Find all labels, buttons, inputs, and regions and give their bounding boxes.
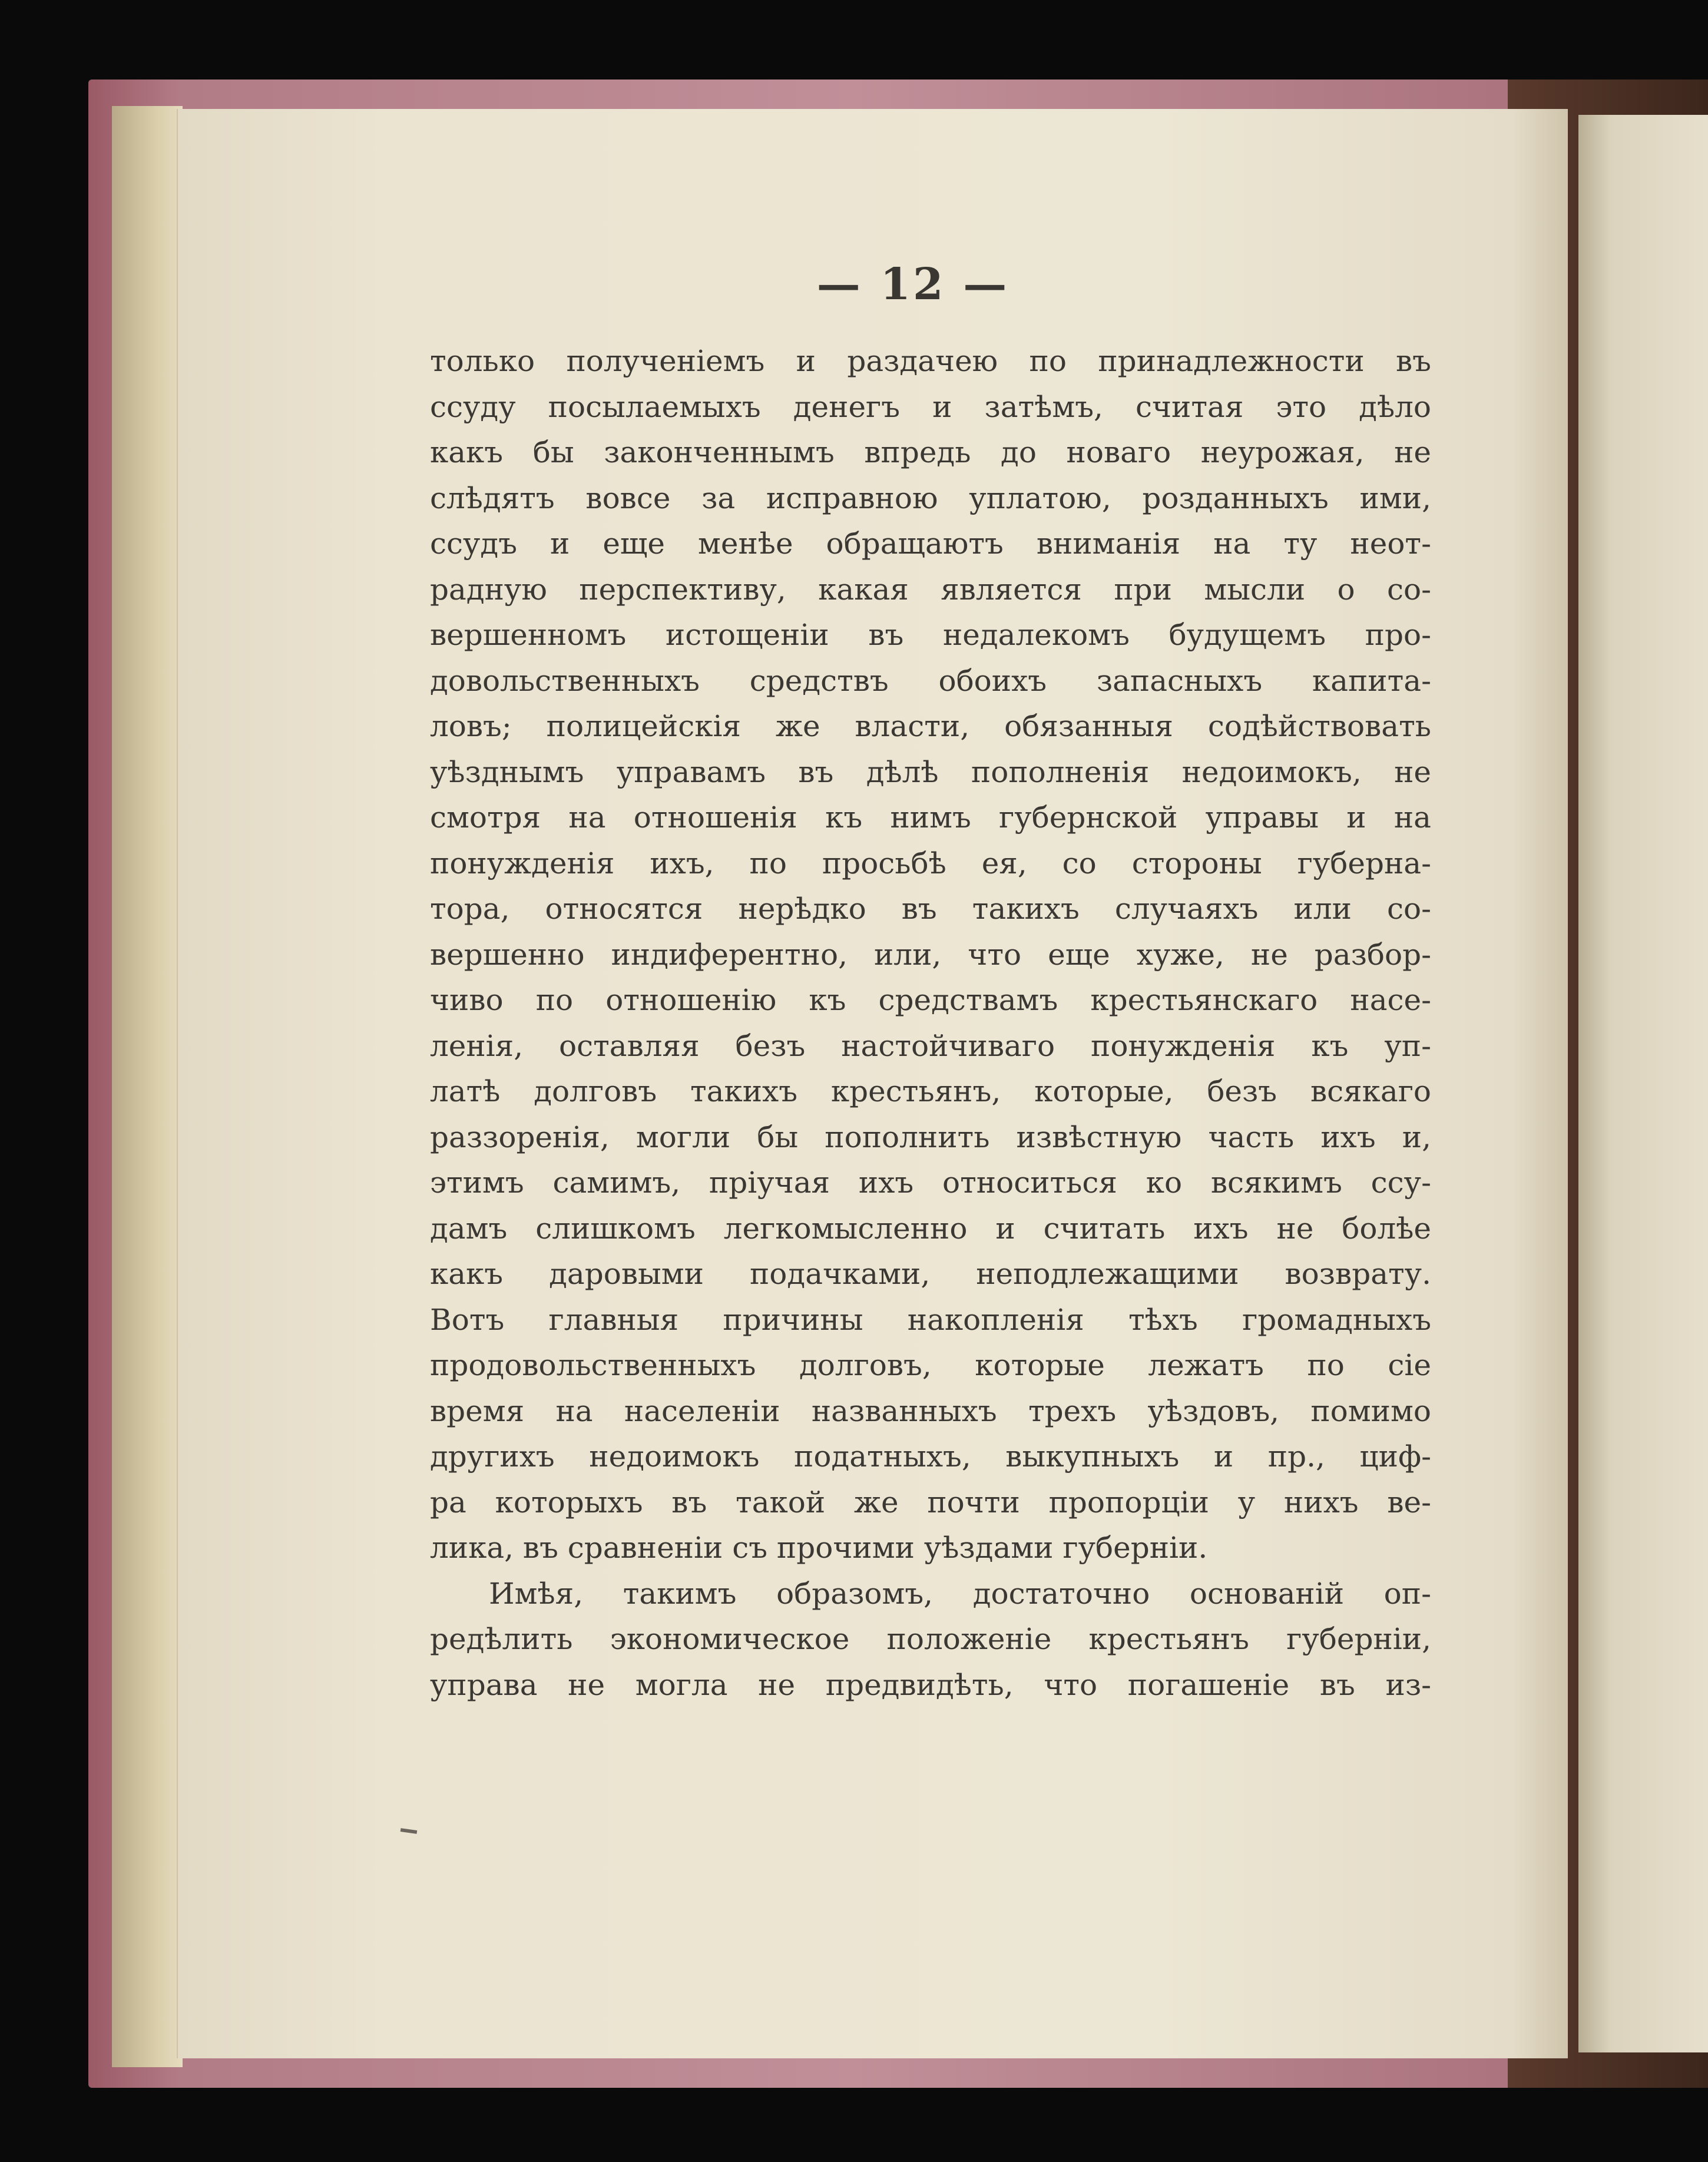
- text-line: дамъ слишкомъ легкомысленно и считать ихъ не болѣе: [430, 1211, 1431, 1246]
- text-line: смотря на отношенія къ нимъ губернской управы и на: [430, 800, 1431, 835]
- text-line: редѣлить экономическое положеніе крестьянъ губерніи,: [430, 1622, 1431, 1656]
- text-line: лика, въ сравненіи съ прочими уѣздами губерніи.: [430, 1531, 1208, 1565]
- text-line: уѣзднымъ управамъ въ дѣлѣ пополненія недоимокъ, не: [430, 754, 1431, 789]
- text-line: продовольственныхъ долговъ, которые лежатъ по сіе: [430, 1348, 1431, 1382]
- text-line: управа не могла не предвидѣть, что погашеніе въ из-: [430, 1667, 1431, 1702]
- text-line: радную перспективу, какая является при мысли о со-: [430, 572, 1431, 607]
- text-line: понужденія ихъ, по просьбѣ ея, со стороны губерна-: [430, 846, 1431, 880]
- text-line: ра которыхъ въ такой же почти пропорціи у нихъ ве-: [430, 1485, 1431, 1519]
- page-gutter: [112, 106, 183, 2067]
- text-line: вершенно индиферентно, или, что еще хуже, не разбор-: [430, 937, 1431, 972]
- text-line: какъ даровыми подачками, неподлежащими возврату.: [430, 1257, 1431, 1291]
- text-line: тора, относятся нерѣдко въ такихъ случаяхъ или со-: [430, 892, 1431, 926]
- text-line: Вотъ главныя причины накопленія тѣхъ громадныхъ: [430, 1302, 1431, 1337]
- text-line: ссудъ и еще менѣе обращаютъ вниманія на ту неот-: [430, 527, 1431, 561]
- text-line: раззоренія, могли бы пополнить извѣстную часть ихъ и,: [430, 1120, 1431, 1154]
- page-number: — 12 —: [816, 259, 1009, 310]
- text-line: другихъ недоимокъ податныхъ, выкупныхъ и пр., циф-: [430, 1439, 1431, 1474]
- text-line: этимъ самимъ, пріучая ихъ относиться ко всякимъ ссу-: [430, 1166, 1431, 1200]
- text-line: какъ бы законченнымъ впредь до новаго неурожая, не: [430, 435, 1431, 469]
- text-line: латѣ долговъ такихъ крестьянъ, которые, безъ всякаго: [430, 1074, 1431, 1108]
- text-line: слѣдятъ вовсе за исправною уплатою, розданныхъ ими,: [430, 481, 1431, 515]
- text-line: ссуду посылаемыхъ денегъ и затѣмъ, считая это дѣло: [430, 389, 1431, 424]
- paragraph-start-line: Имѣя, такимъ образомъ, достаточно основаній оп-: [489, 1576, 1431, 1611]
- text-line: ленія, оставляя безъ настойчиваго понужденія къ уп-: [430, 1028, 1431, 1063]
- text-line: довольственныхъ средствъ обоихъ запасныхъ капита-: [430, 663, 1431, 698]
- body-text: [430, 339, 1431, 1708]
- text-line: только полученіемъ и раздачею по принадлежности въ: [430, 344, 1431, 378]
- text-line: чиво по отношенію къ средствамъ крестьянскаго насе-: [430, 983, 1431, 1017]
- text-line: вершенномъ истощеніи въ недалекомъ будущемъ про-: [430, 618, 1431, 652]
- adjacent-page: [1578, 115, 1708, 2052]
- text-line: ловъ; полицейскія же власти, обязанныя содѣйствовать: [430, 709, 1431, 743]
- text-line: время на населеніи названныхъ трехъ уѣздовъ, помимо: [430, 1393, 1431, 1428]
